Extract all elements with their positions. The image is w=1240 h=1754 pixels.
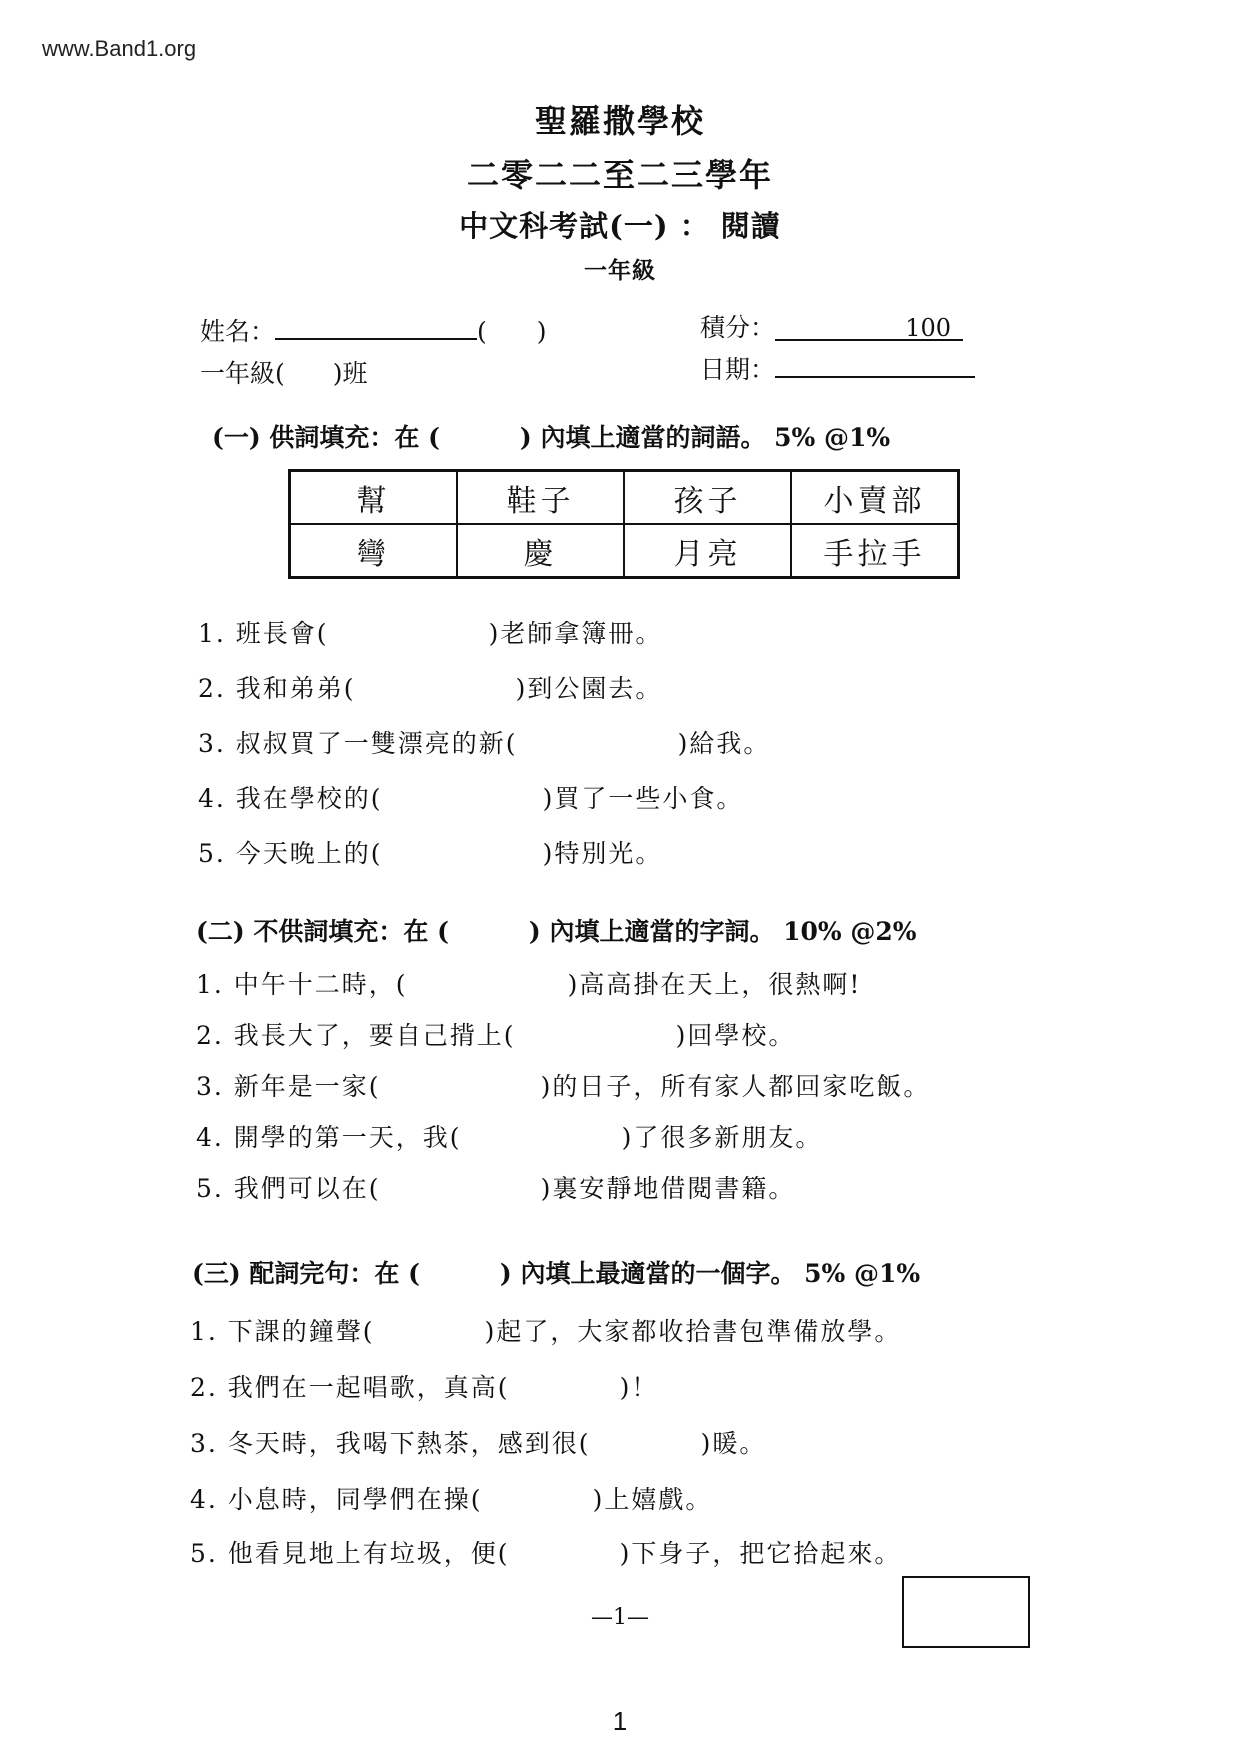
watermark-url[interactable]: www.Band1.org — [42, 36, 197, 61]
s2-question-1: 1. 中午十二時，( )高高掛在天上，很熱啊! — [196, 970, 862, 999]
word-bank-row — [290, 524, 959, 578]
score-total: 100 — [905, 314, 952, 342]
section3-heading-a: (三) 配詞完句：在 ( — [192, 1259, 420, 1288]
score-field[interactable] — [775, 313, 963, 341]
school-name: 聖羅撒學校 — [534, 102, 705, 140]
date-field[interactable] — [775, 350, 975, 378]
word-bank-cell: 手拉手 — [791, 524, 959, 578]
academic-year: 二零二二至二三學年 — [466, 156, 773, 194]
s3-question-2: 2. 我們在一起唱歌，真高( )！ — [190, 1373, 659, 1402]
score-label: 積分： — [700, 313, 776, 342]
class-row — [200, 354, 368, 390]
s1-question-2: 2. 我和弟弟( )到公園去。 — [198, 674, 663, 703]
date-row — [700, 350, 975, 386]
class-suffix: )班 — [332, 359, 368, 388]
word-bank-cell: 小賣部 — [791, 471, 959, 525]
s2-question-5: 5. 我們可以在( )裏安靜地借閱書籍。 — [196, 1174, 796, 1203]
score-row — [700, 308, 963, 344]
section1-heading — [212, 418, 890, 454]
s2-question-2: 2. 我長大了，要自己揹上( )回學校。 — [196, 1021, 796, 1050]
page-marker: —1— — [591, 1605, 649, 1630]
section1-heading-b: ) 內填上適當的詞語。 5% @1% — [519, 423, 891, 452]
section2-heading — [196, 912, 917, 948]
grade-label: 一年級 — [584, 257, 656, 284]
s3-question-5: 5. 他看見地上有垃圾，便( )下身子，把它拾起來。 — [190, 1539, 902, 1568]
section1-heading-a: (一) 供詞填充：在 ( — [212, 423, 440, 452]
word-bank-cell: 慶 — [457, 524, 624, 578]
word-bank-cell: 孩子 — [624, 471, 791, 525]
exam-title: 中文科考試(一) ： 閱讀 — [459, 209, 781, 243]
word-bank-row — [290, 471, 959, 525]
s1-question-3: 3. 叔叔買了一雙漂亮的新( )給我。 — [198, 729, 771, 758]
name-row — [200, 312, 547, 348]
section3-heading — [192, 1254, 920, 1290]
name-number-paren: ( ) — [477, 317, 547, 346]
section3-heading-b: ) 內填上最適當的一個字。 5% @1% — [499, 1259, 921, 1288]
word-bank-table — [288, 469, 960, 579]
footer-page-number: 1 — [612, 1706, 628, 1736]
s1-question-1: 1. 班長會( )老師拿簿冊。 — [198, 619, 663, 648]
s2-question-4: 4. 開學的第一天，我( )了很多新朋友。 — [196, 1123, 823, 1152]
s2-question-3: 3. 新年是一家( )的日子，所有家人都回家吃飯。 — [196, 1072, 931, 1101]
s3-question-3: 3. 冬天時，我喝下熱茶，感到很( )暖。 — [190, 1429, 767, 1458]
word-bank-cell: 鞋子 — [457, 471, 624, 525]
name-field[interactable] — [275, 312, 477, 340]
s1-question-5: 5. 今天晚上的( )特別光。 — [198, 839, 663, 868]
section2-heading-a: (二) 不供詞填充：在 ( — [196, 917, 449, 946]
word-bank-cell: 彎 — [290, 524, 458, 578]
section2-heading-b: ) 內填上適當的字詞。 10% @2% — [528, 917, 917, 946]
s3-question-1: 1. 下課的鐘聲( )起了，大家都收拾書包準備放學。 — [190, 1317, 902, 1346]
s1-question-4: 4. 我在學校的( )買了一些小食。 — [198, 784, 744, 813]
word-bank-cell: 幫 — [290, 471, 458, 525]
class-prefix: 一年級( — [200, 359, 285, 388]
s3-question-4: 4. 小息時，同學們在操( )上嬉戲。 — [190, 1485, 713, 1514]
date-label: 日期： — [700, 355, 776, 384]
name-label: 姓名： — [200, 317, 276, 346]
word-bank-cell: 月亮 — [624, 524, 791, 578]
